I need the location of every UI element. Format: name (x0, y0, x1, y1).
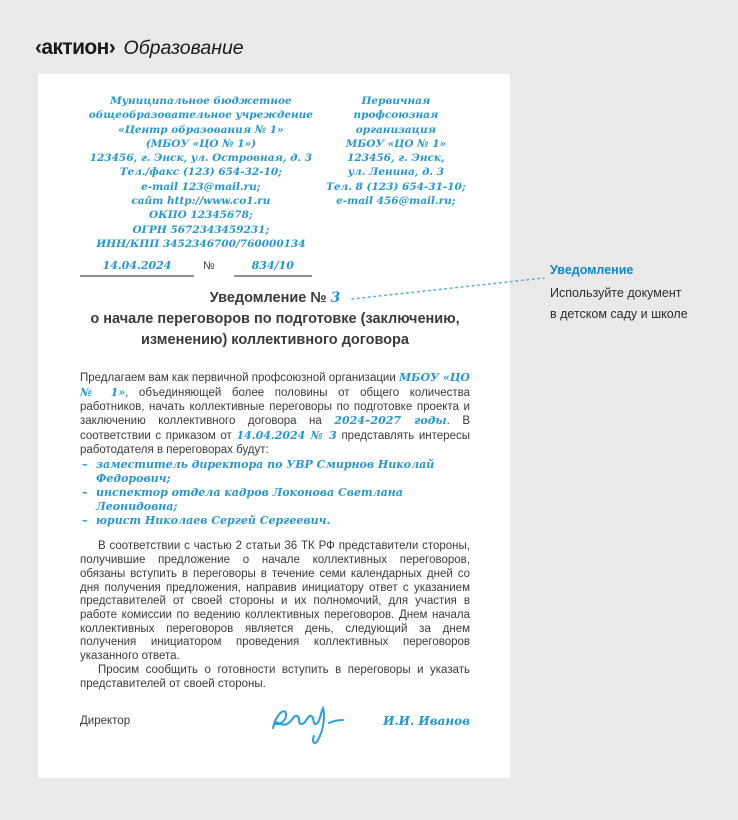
reference-row (80, 259, 470, 277)
paragraph-3: Просим сообщить о готовности вступить в переговоры и указать представителей от своей стороны. (80, 663, 470, 690)
aktion-logo: ‹актион› (35, 36, 116, 59)
representatives-list (80, 458, 470, 528)
list-item (80, 514, 470, 528)
body-text: . В соответствии с приказом от (80, 415, 470, 443)
recipient-line: МБОУ «ЦО № 1» (345, 137, 447, 150)
sender-line: e-mail 123@mail.ru; (141, 180, 261, 193)
document-date: 14.04.2024 (80, 259, 194, 277)
sender-line: «Центр образования № 1» (118, 123, 284, 136)
list-item-text: инспектор отдела кадров Локонова Светлана Леонидовна; (96, 486, 403, 514)
body-text: представлять интересы работодателя в переговорах будут: (80, 430, 470, 456)
recipient-line: Первичная (361, 95, 431, 107)
callout-title: Уведомление (550, 263, 634, 277)
recipient-line: e-mail 456@mail.ru; (336, 195, 456, 208)
list-dash: – (82, 458, 88, 472)
recipient-line: организация (355, 123, 437, 136)
signer-name: И.И. Иванов (383, 714, 470, 729)
callout (550, 263, 725, 324)
document-number: 834/10 (234, 259, 312, 277)
brand-header (35, 36, 244, 60)
paragraph-1 (80, 371, 470, 457)
recipient-line: Тел. 8 (123) 654-31-10; (326, 180, 466, 193)
document-title (80, 288, 470, 351)
sender-line: ИНН/КПП 3452346700/760000134 (96, 237, 306, 250)
recipient-details (322, 94, 470, 251)
signature-row (80, 699, 470, 759)
number-sign: № (203, 260, 215, 273)
sender-line: общеобразовательное учреждение (88, 109, 313, 122)
sender-line: Тел./факс (123) 654-32-10; (119, 166, 283, 179)
document-page (38, 74, 510, 778)
sender-line: ОГРН 5672343459231; (132, 223, 270, 236)
list-item-text: юрист Николаев Сергей Сергеевич. (96, 514, 331, 528)
paragraph-2: В соответствии с частью 2 статьи 36 ТК РФ представители стороны, получившие предложение о начале коллективных переговоров, обязаны вступить в переговоры в течение семи календарных дней со дня получения предложения, направив инициатору ответ с указанием представителей от своей стороны и их полномочий, для участия в работе комиссии по ведению коллективных переговоров. Днем начала коллективных переговоров является день, следующий за днем получения инициатором проведения коллективных переговоров указанного ответа. (80, 540, 470, 663)
body-text: Предлагаем вам как первичной профсоюзной организации (80, 372, 399, 385)
title-prefix: Уведомление № (209, 290, 331, 307)
sender-details (80, 94, 322, 251)
sender-line: Муниципальное бюджетное (110, 95, 292, 107)
sender-line: ОКПО 12345678; (149, 209, 253, 222)
list-item (80, 458, 470, 486)
signature (266, 697, 352, 749)
title-number: 3 (330, 290, 341, 307)
title-line-1 (80, 288, 470, 309)
recipient-line: ул. Ленина, д. 3 (347, 166, 444, 179)
list-dash: – (82, 514, 88, 528)
title-line-3: изменению) коллективного договора (141, 332, 409, 349)
list-item-text: заместитель директора по УВР Смирнов Николай Федорович; (96, 458, 435, 486)
recipient-line: профсоюзная (353, 109, 439, 122)
sender-line: сайт http://www.co1.ru (131, 195, 271, 208)
signer-role: Директор (80, 715, 131, 728)
title-line-2: о начале переговоров по подготовке (заключению, (90, 311, 460, 328)
org-field: МБОУ «ЦО № 1» (80, 371, 470, 399)
years-field: 2024–2027 годы (334, 414, 447, 428)
sender-line: (МБОУ «ЦО № 1») (145, 137, 257, 150)
list-item (80, 486, 470, 514)
body-text: , объединяющей более половины от общего количества работников, начать коллективные переговоры по подготовке проекта и заключению коллективного договора на (80, 386, 470, 428)
callout-text-line: Используйте документ (550, 286, 682, 300)
callout-text-line: в детском саду и школе (550, 306, 688, 321)
brand-suffix-label: Образование (123, 37, 244, 59)
document-header (80, 94, 470, 251)
list-dash: – (82, 486, 88, 500)
sender-line: 123456, г. Энск, ул. Островная, д. 3 (89, 152, 313, 165)
order-ref-field: 14.04.2024 № 3 (236, 429, 337, 443)
recipient-line: 123456, г. Энск, (347, 152, 445, 165)
